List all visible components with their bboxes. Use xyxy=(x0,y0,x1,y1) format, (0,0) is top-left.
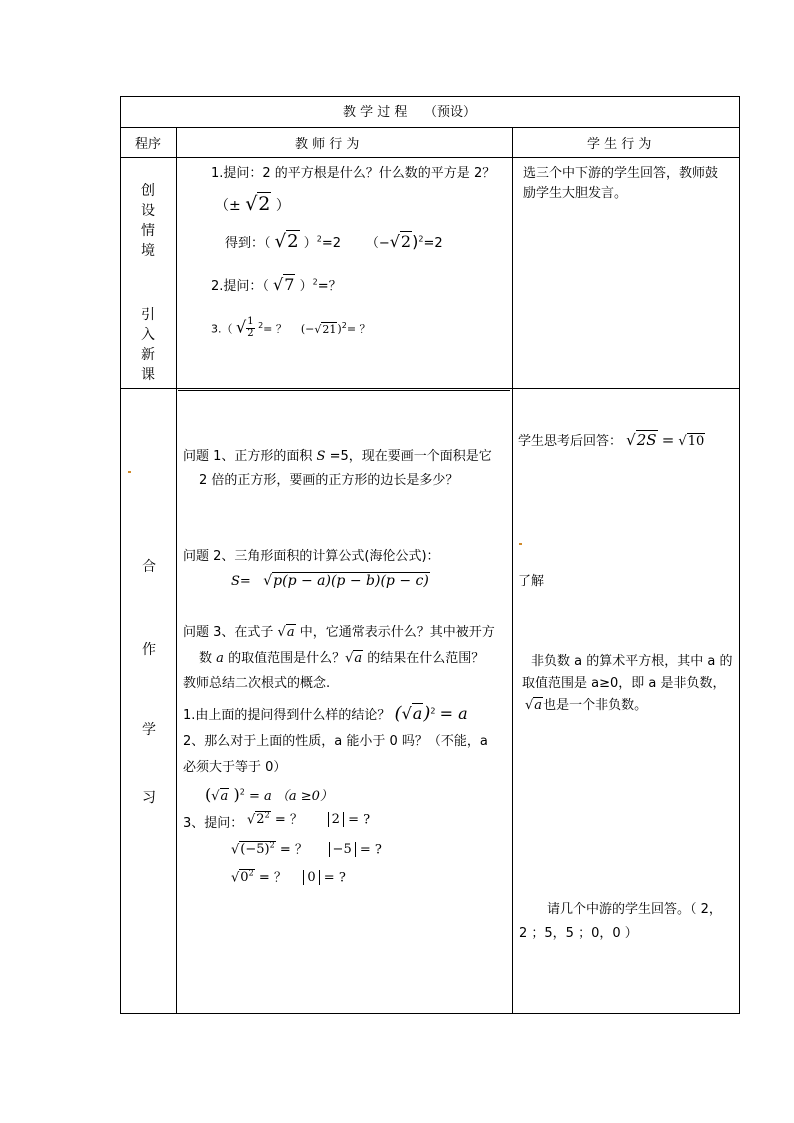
section2-label-4: 习 xyxy=(142,790,156,806)
student-response-5-line1: 请几个中游的学生回答。（ 2， xyxy=(547,902,722,917)
marker-dot xyxy=(519,543,522,545)
table-title: 教 学 过 程 （预设） xyxy=(343,105,476,120)
problem-3-line1: 问题 3、在式子 √a 中，它通常表示什么？其中被开方 xyxy=(183,625,495,640)
inner-box-top xyxy=(178,390,510,391)
heron-formula: S= √p(p − a)(p − b)(p − c) xyxy=(231,573,429,589)
question-row-1: $√2^2$ = ？ 2 = ? xyxy=(247,811,371,828)
marker-dot xyxy=(128,471,131,473)
problem-1-line2: 2 倍的正方形，要画的正方形的边长是多少？ xyxy=(199,473,459,488)
section2-label-3: 学 xyxy=(142,722,156,738)
problem-3-line3: 教师总结二次根式的概念. xyxy=(183,676,331,691)
student-response-1-line1: 选三个中下游的学生回答，教师鼓 xyxy=(523,166,719,181)
col-divider xyxy=(512,127,513,1013)
section2-label-2: 作 xyxy=(142,642,156,658)
student-response-4-line3: √a也是一个非负数。 xyxy=(525,698,648,713)
col-header-student: 学 生 行 为 xyxy=(587,137,652,152)
problem-2-line1: 问题 2、三角形面积的计算公式(海伦公式)： xyxy=(183,549,440,564)
question-1-text: 1.提问：2 的平方根是什么？什么数的平方是 2？ xyxy=(211,166,496,181)
row-divider xyxy=(121,127,739,128)
student-response-4-line2: 取值范围是 a≥0，即 a 是非负数， xyxy=(522,676,726,691)
section2-label-1: 合 xyxy=(142,559,156,575)
row-divider xyxy=(121,388,739,389)
question-3-text: 3.（ √ $\frac{1}{2}$ $^2$= ？ $(-√21)^2=$ ？ xyxy=(211,316,371,339)
question-1-result: 得到：（ √2 ）$^2$=2 （−√2)$^2$=2 xyxy=(225,231,443,252)
question-row-3: $√0^2$ = ？ 0 = ? xyxy=(231,869,346,886)
conclusion-2-line1: 2、那么对于上面的性质，a 能小于 0 吗？（不能，a xyxy=(183,734,488,749)
col-header-procedure: 程序 xyxy=(135,137,162,152)
problem-3-line2: 数 a 的取值范围是什么？√a 的结果在什么范围？ xyxy=(199,651,485,666)
conclusion-1: 1.由上面的提问得到什么样的结论？ $(√a)^2 = a$ xyxy=(183,703,468,724)
question-label: 3、提问： xyxy=(183,816,244,831)
student-response-1-line2: 励学生大胆发言。 xyxy=(523,186,628,201)
section1-label-top: 创 设 情 境 xyxy=(141,183,155,259)
col-divider xyxy=(176,127,177,1013)
student-response-3: 了解 xyxy=(518,574,545,589)
col-header-teacher: 教 师 行 为 xyxy=(295,137,360,152)
question-row-2: $√(-5)^2$ = ？ −5 = ? xyxy=(231,841,382,858)
question-1-answer: （± √2 ） xyxy=(215,193,290,215)
row-divider xyxy=(121,157,739,158)
student-response-5-line2: 2 ；5，5 ；0，0 ） xyxy=(519,926,638,941)
conclusion-2-line2: 必须大于等于 0） xyxy=(183,760,287,775)
student-response-4-line1: 非负数 a 的算术平方根，其中 a 的 xyxy=(531,654,733,669)
question-2-text: 2.提问：（ √7 ）$^2$=？ xyxy=(211,275,342,294)
section1-label-bottom: 引 入 新 课 xyxy=(141,307,155,383)
lesson-table xyxy=(120,96,740,1014)
problem-1-line1: 问题 1、正方形的面积 S =5，现在要画一个面积是它 xyxy=(183,449,492,464)
property-formula: (√a )$^2$ = a （a ≥0） xyxy=(205,785,333,804)
student-response-2: 学生思考后回答： √2S = √10 xyxy=(518,431,705,449)
